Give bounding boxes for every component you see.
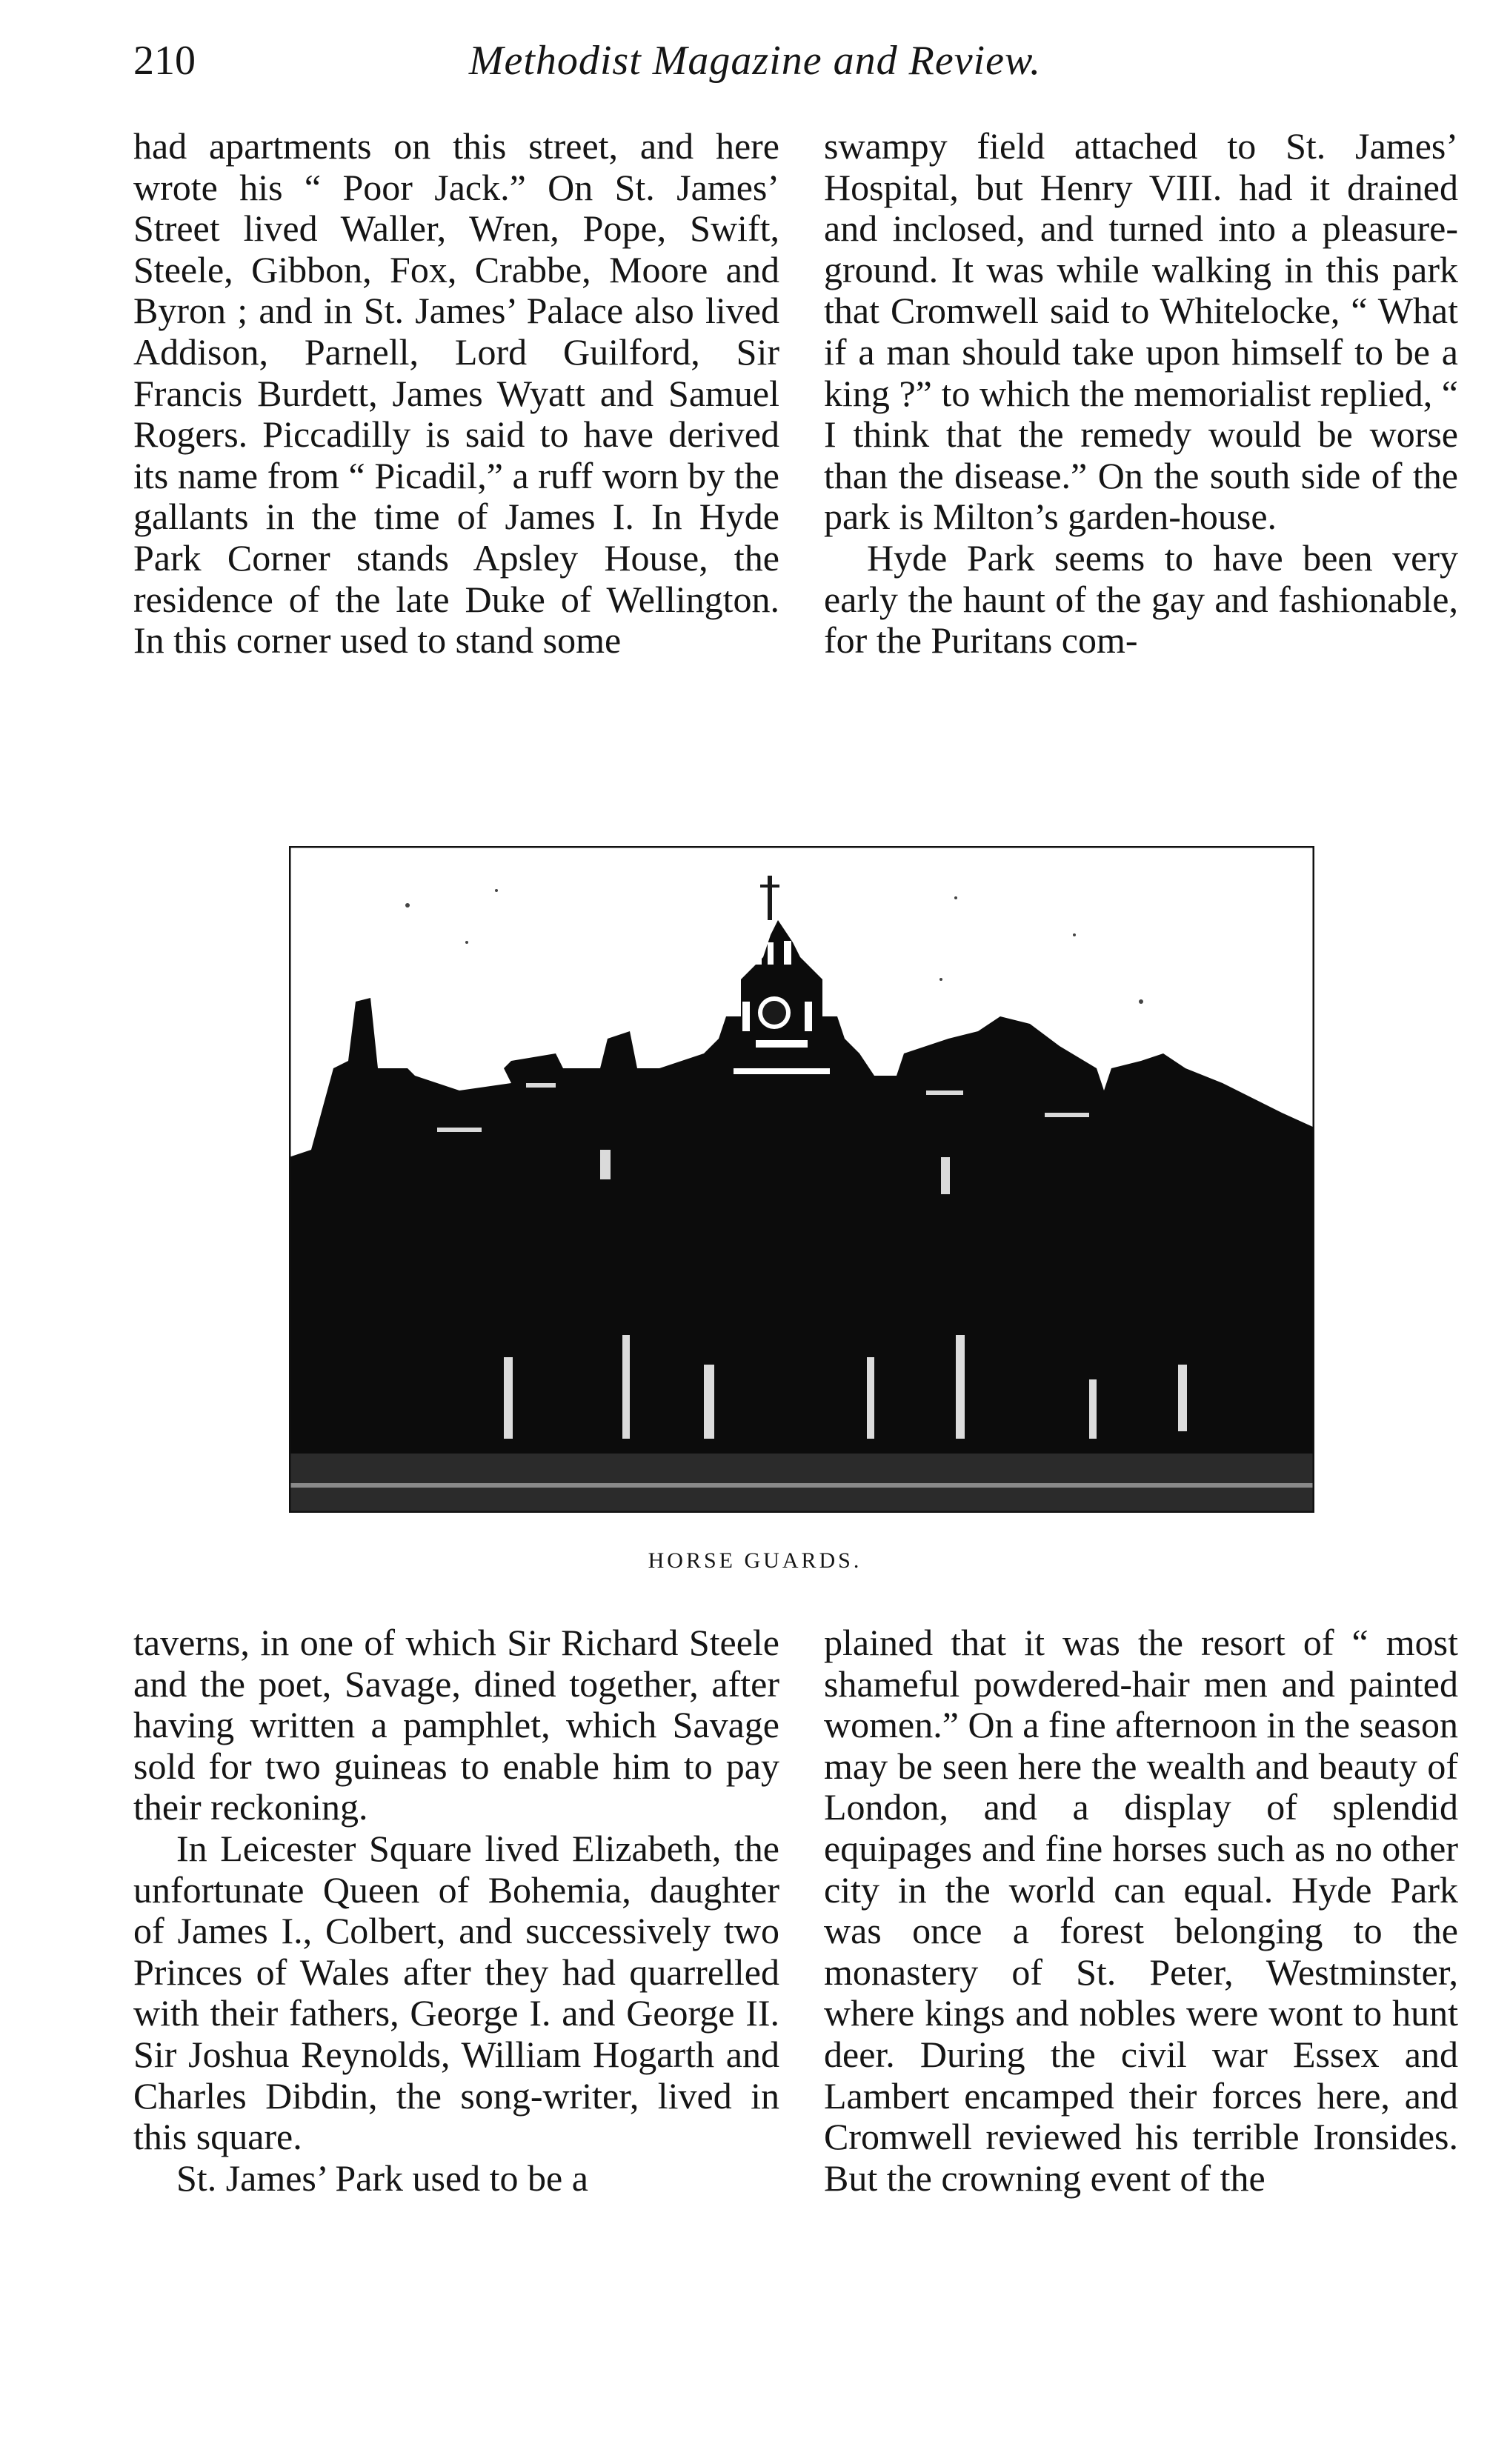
top-left-column [133,126,779,662]
page-header [0,31,1510,98]
paragraph: St. James’ Park used to be a [176,2157,588,2199]
page-number: 210 [133,38,196,84]
bottom-left-column [133,1622,779,2199]
horse-guards-image [289,846,1314,1513]
figure-caption: HORSE GUARDS. [648,1548,862,1573]
running-title: Methodist Magazine and Review. [468,38,1042,84]
paragraph: plained that it was the resort of “ most shameful powdered-hair men and painted women.” On a fine afternoon in the season may be seen here the wealth and beauty of London, and a display of splendid equipages and fine horses such as no other city in the world can equal. Hyde Park was once a forest belonging to the monastery of St. Peter, Westminster, where kings and nobles were wont to hunt deer. During the civil war Essex and Lambert encamped their forces here, and Cromwell reviewed his terrible Ironsides. But the crowning event of the [824,1622,1458,2199]
paragraph: had apartments on this street, and here wrote his “ Poor Jack.” On St. James’ Street lived Waller, Wren, Pope, Swift, Steele, Gibbon, Fox, Crabbe, Moore and Byron ; and in St. James’ Palace also lived Addison, Parnell, Lord Guilford, Sir Francis Burdett, James Wyatt and Samuel Rogers. Piccadilly is said to have derived its name from “ Picadil,” a ruff worn by the gallants in the time of James I. In Hyde Park Corner stands Apsley House, the residence of the late Duke of Wellington. In this corner used to stand some [133,125,779,662]
horse-guards-illustration [289,846,1314,1513]
paragraph: swampy field attached to St. James’ Hospital, but Henry VIII. had it drained and inclosed, and turned into a pleasure-ground. It was while walking in this park that Cromwell said to Whitelocke, “ What if a man should take upon himself to be a king ?” to which the memorialist replied, “ I think that the remedy would be worse than the disease.” On the south side of the park is Milton’s garden-house. [824,125,1458,538]
top-right-column [824,126,1458,662]
bottom-right-column [824,1622,1458,2199]
paragraph: In Leicester Square lived Elizabeth, the unfortunate Queen of Bohemia, daughter of James I., Colbert, and successively two Princes of Wales after they had quarrelled with their fathers, George I. and George II. Sir Joshua Reynolds, William Hogarth and Charles Dibdin, the song-writer, lived in this square. [133,1827,779,2158]
paragraph: taverns, in one of which Sir Richard Steele and the poet, Savage, dined together, after having written a pamphlet, which Savage sold for two guineas to enable him to pay their reckoning. [133,1622,779,1828]
paragraph: Hyde Park seems to have been very early the haunt of the gay and fashionable, for the Puritans com- [824,536,1458,662]
